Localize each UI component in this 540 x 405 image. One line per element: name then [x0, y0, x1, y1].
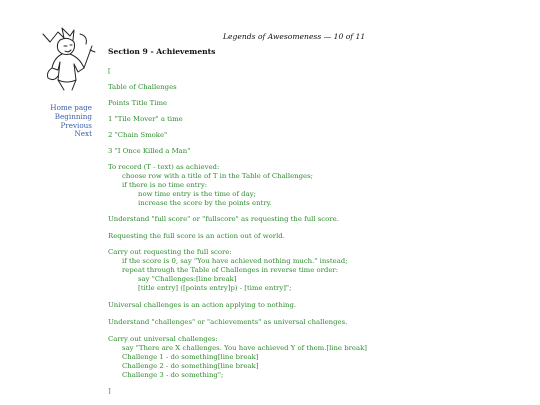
code-line: Requesting the full score is an action out of world.	[108, 232, 285, 240]
nav-home-link[interactable]: Home page	[50, 103, 92, 112]
logo-illustration	[40, 24, 98, 94]
code-line: say "There are X challenges. You have achieved Y of them.[line break]	[122, 344, 367, 352]
code-line: Challenge 3 - do something";	[122, 371, 224, 379]
code-line: if there is no time entry:	[122, 181, 208, 189]
code-line: [	[108, 67, 111, 75]
nav-beginning-link[interactable]: Beginning	[54, 111, 92, 121]
code-line: Challenge 1 - do something[line break]	[122, 353, 259, 361]
code-line: say "Challenges:[line break]	[138, 275, 237, 283]
code-line: 3 "I Once Killed a Man"	[108, 147, 191, 155]
code-line: Carry out requesting the full score:	[108, 248, 232, 256]
code-line: Carry out universal challenges:	[108, 335, 218, 343]
code-line: repeat through the Table of Challenges in reverse time order:	[122, 266, 339, 274]
code-line: Table of Challenges	[108, 83, 177, 91]
navigation-links	[50, 104, 92, 139]
code-line: Challenge 2 - do something[line break]	[122, 362, 259, 370]
code-line: now time entry is the time of day;	[138, 190, 256, 198]
section-title: Section 9 - Achievements	[108, 47, 216, 56]
code-line: To record (T - text) as achieved:	[108, 163, 220, 171]
code-line: if the score is 0, say "You have achieved nothing much." instead;	[122, 257, 348, 265]
code-line: Understand "full score" or "fullscore" as requesting the full score.	[108, 215, 339, 223]
code-line: 2 "Chain Smoke"	[108, 131, 168, 139]
code-line: Understand "challenges" or "achievements" as universal challenges.	[108, 318, 348, 326]
code-line: choose row with a title of T in the Table of Challenges;	[122, 172, 313, 180]
page-header: Legends of Awesomeness — 10 of 11	[223, 32, 366, 41]
code-line: ]	[108, 387, 111, 395]
warrior-drawing	[40, 24, 98, 94]
nav-next-link[interactable]: Next	[74, 129, 92, 139]
code-line: Points Title Time	[108, 99, 168, 107]
code-line: 1 "Tile Mover" a time	[108, 115, 183, 123]
code-line: Universal challenges is an action applying to nothing.	[108, 301, 297, 309]
nav-previous-link[interactable]: Previous	[60, 120, 92, 130]
code-line: [title entry] ([points entry]p) - [time entry]";	[138, 284, 292, 292]
code-line: increase the score by the points entry.	[138, 199, 272, 207]
